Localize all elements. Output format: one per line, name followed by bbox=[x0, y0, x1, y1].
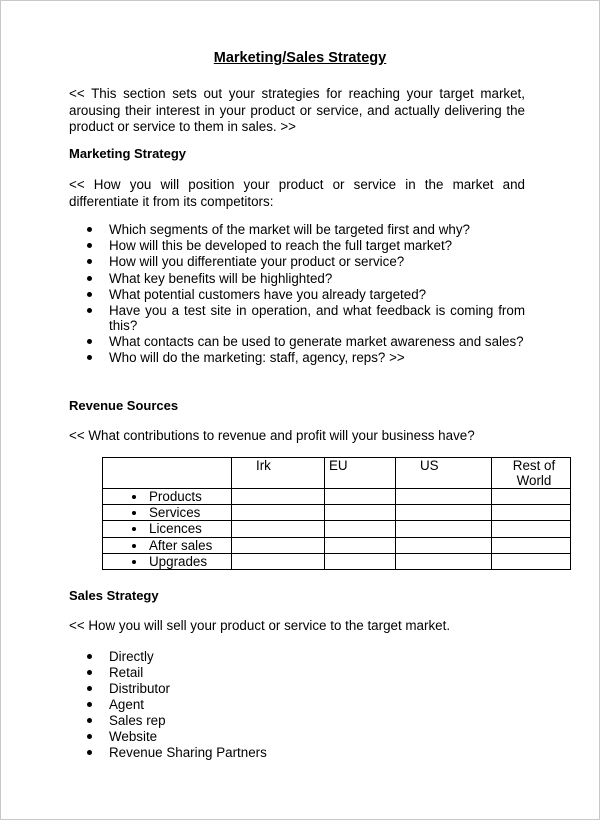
revenue-table bbox=[102, 457, 571, 570]
table-cell[interactable] bbox=[232, 521, 325, 537]
bullet-icon bbox=[87, 308, 92, 313]
table-row bbox=[103, 553, 571, 569]
row-label-upgrades: Upgrades bbox=[103, 553, 232, 569]
bullet-icon bbox=[87, 259, 92, 264]
table-header-row bbox=[103, 458, 571, 489]
revenue-sources-intro: << What contributions to revenue and profit will your business have? bbox=[69, 428, 475, 443]
bullet-icon bbox=[87, 227, 92, 232]
row-label-services: Services bbox=[103, 505, 232, 521]
table-cell[interactable] bbox=[492, 521, 571, 537]
list-item: Which segments of the market will be targeted first and why? bbox=[69, 222, 525, 237]
column-header-irk: Irk bbox=[232, 458, 325, 489]
list-item: Directly bbox=[69, 649, 525, 665]
marketing-strategy-intro: << How you will position your product or service in the market and differentiate it from its competitors: bbox=[69, 177, 525, 209]
list-item: Agent bbox=[69, 697, 525, 713]
column-header-us: US bbox=[396, 458, 492, 489]
table-row bbox=[103, 505, 571, 521]
document-title: Marketing/Sales Strategy bbox=[213, 50, 387, 66]
table-cell[interactable] bbox=[325, 489, 396, 505]
table-cell[interactable] bbox=[492, 489, 571, 505]
table-cell[interactable] bbox=[492, 505, 571, 521]
table-cell[interactable] bbox=[325, 521, 396, 537]
list-item: Who will do the marketing: staff, agency, reps? >> bbox=[69, 350, 525, 365]
marketing-questions-list bbox=[69, 222, 525, 367]
table-cell[interactable] bbox=[396, 505, 492, 521]
list-item: Website bbox=[69, 729, 525, 745]
table-cell[interactable] bbox=[325, 505, 396, 521]
list-item: How will this be developed to reach the full target market? bbox=[69, 238, 525, 253]
intro-paragraph: << This section sets out your strategies for reaching your target market, arousing their interest in your product or service, and actually delivering the product or service to them in sales. >> bbox=[69, 86, 525, 134]
bullet-icon bbox=[87, 670, 92, 675]
bullet-icon bbox=[87, 686, 92, 691]
table-cell[interactable] bbox=[232, 537, 325, 553]
table-cell[interactable] bbox=[232, 489, 325, 505]
sales-strategy-intro: << How you will sell your product or service to the target market. bbox=[69, 618, 451, 633]
sales-strategy-heading: Sales Strategy bbox=[69, 588, 159, 603]
bullet-icon bbox=[87, 339, 92, 344]
list-item: Have you a test site in operation, and what feedback is coming from this? bbox=[69, 303, 525, 333]
bullet-icon bbox=[87, 355, 92, 360]
bullet-icon bbox=[87, 292, 92, 297]
column-header-rest-of-world: Rest of World bbox=[492, 458, 571, 489]
bullet-icon bbox=[87, 702, 92, 707]
bullet-icon bbox=[132, 511, 136, 515]
sales-channels-list bbox=[69, 649, 525, 761]
table-cell[interactable] bbox=[396, 537, 492, 553]
list-item: Distributor bbox=[69, 681, 525, 697]
table-cell[interactable] bbox=[232, 505, 325, 521]
list-item: Retail bbox=[69, 665, 525, 681]
bullet-icon bbox=[87, 654, 92, 659]
table-cell[interactable] bbox=[325, 553, 396, 569]
bullet-icon bbox=[87, 734, 92, 739]
bullet-icon bbox=[87, 243, 92, 248]
marketing-strategy-heading: Marketing Strategy bbox=[69, 146, 187, 161]
table-cell[interactable] bbox=[492, 553, 571, 569]
table-cell[interactable] bbox=[232, 553, 325, 569]
bullet-icon bbox=[132, 544, 136, 548]
list-item: What contacts can be used to generate market awareness and sales? bbox=[69, 334, 525, 349]
row-label-licences: Licences bbox=[103, 521, 232, 537]
table-row bbox=[103, 489, 571, 505]
revenue-sources-heading: Revenue Sources bbox=[69, 398, 179, 413]
table-row bbox=[103, 537, 571, 553]
table-cell[interactable] bbox=[396, 521, 492, 537]
bullet-icon bbox=[87, 718, 92, 723]
list-item: What key benefits will be highlighted? bbox=[69, 271, 525, 286]
bullet-icon bbox=[132, 560, 136, 564]
list-item: Sales rep bbox=[69, 713, 525, 729]
list-item: What potential customers have you already targeted? bbox=[69, 287, 525, 302]
table-cell[interactable] bbox=[396, 553, 492, 569]
list-item: How will you differentiate your product or service? bbox=[69, 254, 525, 269]
table-corner-cell[interactable] bbox=[103, 458, 232, 489]
table-cell[interactable] bbox=[325, 537, 396, 553]
row-label-after-sales: After sales bbox=[103, 537, 232, 553]
column-header-eu: EU bbox=[325, 458, 396, 489]
bullet-icon bbox=[87, 750, 92, 755]
list-item: Revenue Sharing Partners bbox=[69, 745, 525, 761]
table-cell[interactable] bbox=[492, 537, 571, 553]
table-row bbox=[103, 521, 571, 537]
bullet-icon bbox=[87, 276, 92, 281]
table-cell[interactable] bbox=[396, 489, 492, 505]
bullet-icon bbox=[132, 495, 136, 499]
row-label-products: Products bbox=[103, 489, 232, 505]
bullet-icon bbox=[132, 527, 136, 531]
